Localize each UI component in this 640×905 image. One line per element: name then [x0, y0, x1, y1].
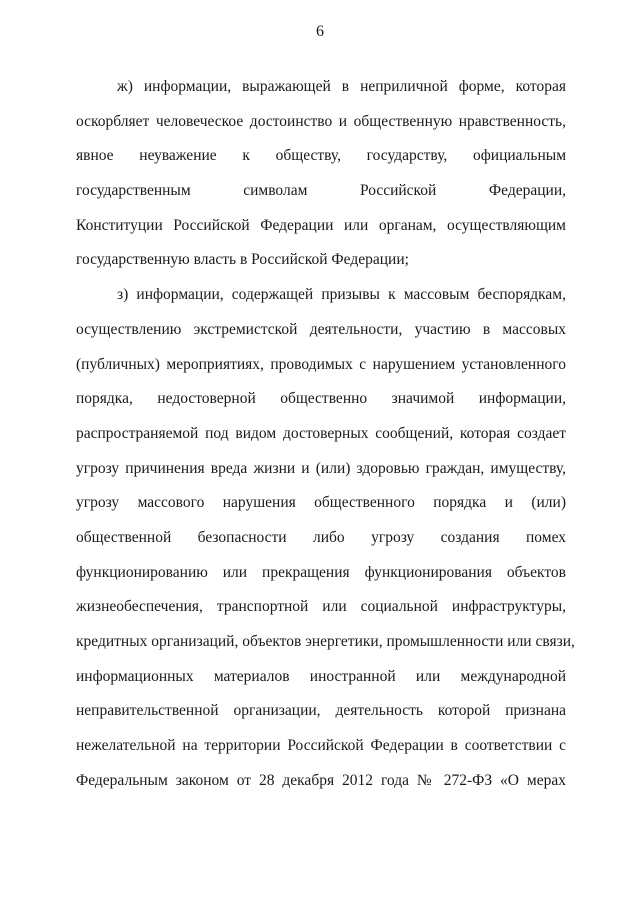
- text-line: угрозу причинения вреда жизни и (или) здоровью граждан, имуществу,: [76, 459, 566, 477]
- paragraph-zh: [76, 70, 566, 278]
- text-line: общественной безопасности либо угрозу создания помех: [76, 528, 566, 546]
- text-line: явное неуважение к обществу, государству, официальным: [76, 147, 566, 165]
- text-line: (публичных) мероприятиях, проводимых с нарушением установленного: [76, 355, 566, 373]
- text-line: распространяемой под видом достоверных сообщений, которая создает: [76, 424, 566, 442]
- text-line: жизнеобеспечения, транспортной или социальной инфраструктуры,: [76, 598, 566, 616]
- document-body: [76, 70, 575, 798]
- text-line: Конституции Российской Федерации или органам, осуществляющим: [76, 216, 566, 234]
- text-line: государственную власть в Российской Федерации;: [76, 251, 409, 269]
- text-line: кредитных организаций, объектов энергетики, промышленности или связи,: [76, 633, 575, 650]
- text-line: з) информации, содержащей призывы к массовым беспорядкам,: [117, 286, 566, 304]
- text-line: Федеральным законом от 28 декабря 2012 года № 272-ФЗ «О мерах: [76, 771, 566, 789]
- text-line: неправительственной организации, деятельность которой признана: [76, 702, 566, 720]
- page-number: 6: [316, 23, 324, 40]
- text-line: оскорбляет человеческое достоинство и общественную нравственность,: [76, 112, 566, 130]
- text-line: нежелательной на территории Российской Федерации в соответствии с: [76, 737, 566, 755]
- text-line: угрозу массового нарушения общественного порядка и (или): [76, 494, 566, 512]
- text-line: информационных материалов иностранной или международной: [76, 667, 566, 685]
- text-line: ж) информации, выражающей в неприличной форме, которая: [117, 78, 566, 95]
- text-line: государственным символам Российской Федерации,: [76, 182, 566, 200]
- text-line: функционированию или прекращения функционирования объектов: [76, 563, 566, 581]
- text-line: осуществлению экстремистской деятельности, участию в массовых: [76, 320, 566, 338]
- paragraph-z: [76, 278, 575, 798]
- text-line: порядка, недостоверной общественно значимой информации,: [76, 390, 566, 408]
